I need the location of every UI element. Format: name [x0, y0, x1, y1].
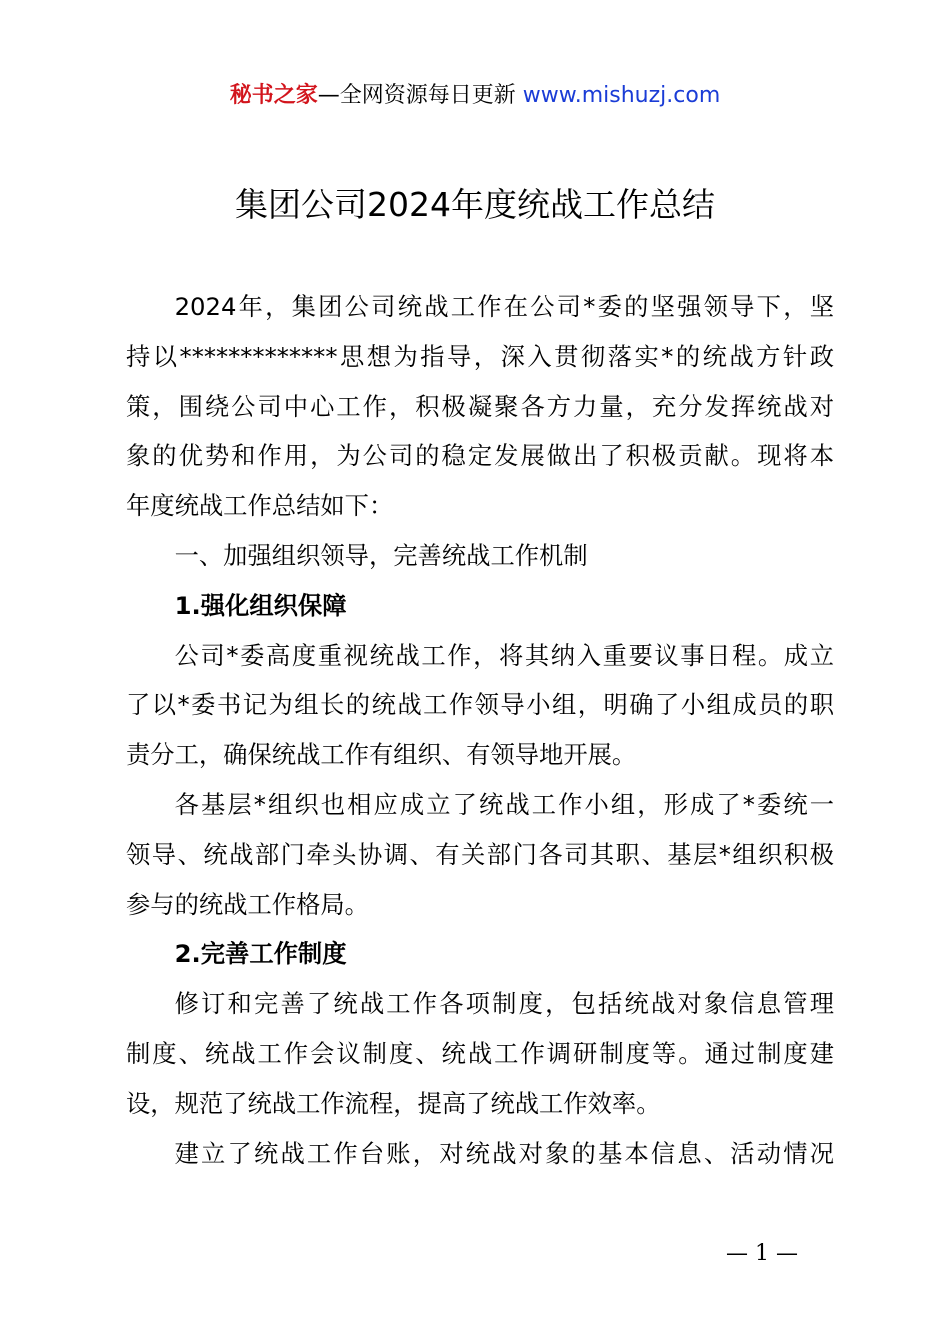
- body-paragraph: [126, 631, 834, 780]
- document-body: [126, 282, 834, 1178]
- text-line: 策，围绕公司中心工作，积极凝聚各方力量，充分发挥统战对: [126, 391, 834, 421]
- text-line: 参与的统战工作格局。: [126, 889, 369, 919]
- text-line: 建立了统战工作台账，对统战对象的基本信息、活动情况: [174, 1138, 834, 1168]
- banner-tagline: —全网资源每日更新: [317, 83, 523, 108]
- body-paragraph: [126, 979, 834, 1128]
- text-line: 持以*************思想为指导，深入贯彻落实*的统战方针政: [126, 341, 834, 371]
- text-line: 了以*委书记为组长的统战工作领导小组，明确了小组成员的职: [126, 690, 834, 720]
- site-banner: [0, 80, 950, 112]
- section-heading: 一、加强组织领导，完善统战工作机制: [174, 540, 588, 570]
- text-line: 象的优势和作用，为公司的稳定发展做出了积极贡献。现将本: [126, 441, 834, 471]
- text-line: 修订和完善了统战工作各项制度，包括统战对象信息管理: [174, 989, 834, 1019]
- text-line: 领导、统战部门牵头协调、有关部门各司其职、基层*组织积极: [126, 839, 834, 869]
- text-line: 年度统战工作总结如下：: [126, 491, 394, 521]
- site-url-link[interactable]: www.mishuzj.com: [522, 83, 721, 108]
- subsection-heading: 2.完善工作制度: [174, 939, 347, 969]
- subsection-heading: 1.强化组织保障: [174, 590, 347, 620]
- text-line: 公司*委高度重视统战工作，将其纳入重要议事日程。成立: [174, 640, 834, 670]
- page-number: — 1 —: [726, 1241, 798, 1266]
- document-title: 集团公司2024年度统战工作总结: [235, 185, 715, 224]
- text-line: 设，规范了统战工作流程，提高了统战工作效率。: [126, 1088, 661, 1118]
- body-paragraph: [126, 1129, 834, 1179]
- text-line: 各基层*组织也相应成立了统战工作小组，形成了*委统一: [174, 789, 834, 819]
- text-line: 2024年，集团公司统战工作在公司*委的坚强领导下，坚: [174, 292, 834, 321]
- body-paragraph: [126, 780, 834, 929]
- intro-paragraph: [126, 282, 834, 531]
- brand-name: 秘书之家: [229, 83, 318, 108]
- text-line: 制度、统战工作会议制度、统战工作调研制度等。通过制度建: [126, 1038, 834, 1068]
- text-line: 责分工，确保统战工作有组织、有领导地开展。: [126, 740, 637, 770]
